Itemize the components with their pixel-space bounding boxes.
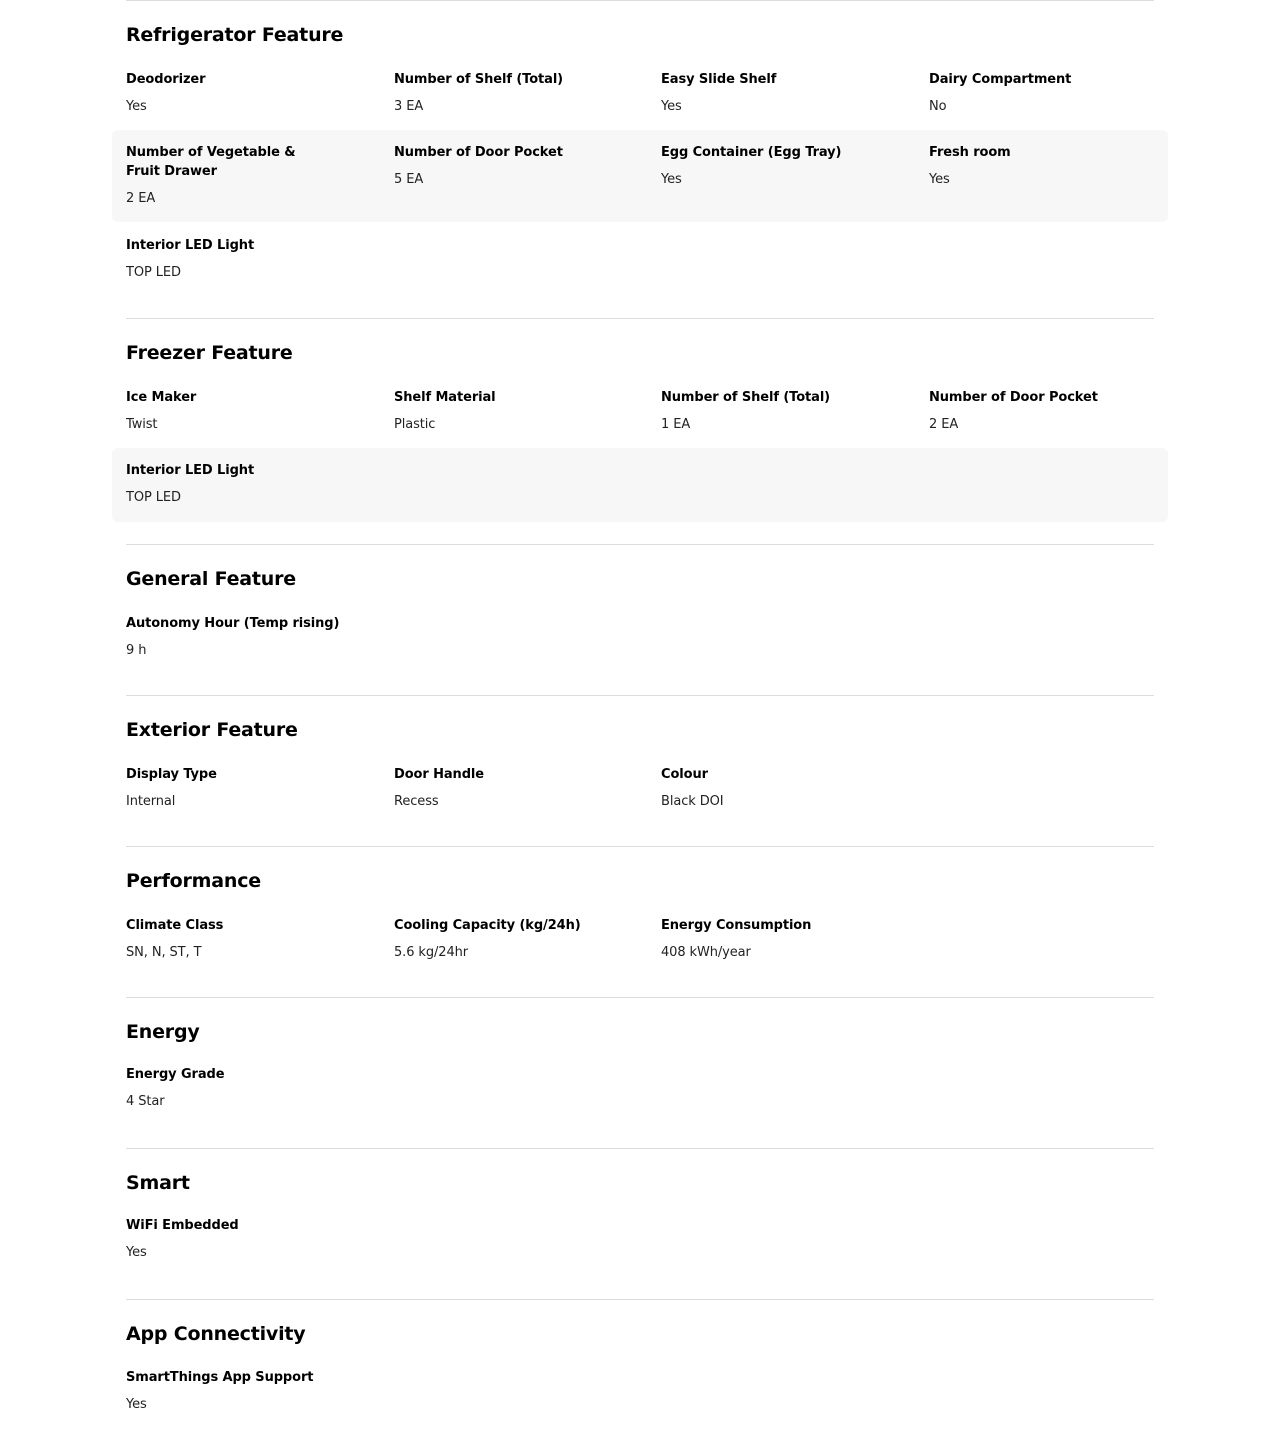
spec-value: TOP LED — [126, 265, 181, 280]
spec-value: 2 EA — [126, 191, 156, 206]
spec-label: Interior LED Light — [126, 463, 255, 478]
spec-item — [126, 1368, 366, 1414]
spec-item — [394, 765, 634, 811]
spec-label: Dairy Compartment — [929, 72, 1072, 87]
spec-row — [112, 68, 1168, 130]
spec-row — [112, 1367, 1168, 1429]
spec-item — [929, 388, 1169, 434]
spec-item — [661, 388, 901, 434]
section-title: Freezer Feature — [126, 342, 293, 364]
spec-label: Autonomy Hour (Temp rising) — [126, 616, 340, 631]
spec-row — [112, 222, 1168, 292]
spec-value: 3 EA — [394, 99, 424, 114]
spec-item — [394, 388, 634, 434]
spec-item — [661, 916, 901, 962]
spec-row — [112, 130, 1168, 222]
spec-value: Internal — [126, 794, 176, 809]
spec-section-energy — [126, 997, 1154, 1148]
spec-item — [126, 388, 366, 434]
spec-value: Yes — [126, 99, 147, 114]
spec-value: Yes — [661, 172, 682, 187]
spec-label: Colour — [661, 767, 708, 782]
spec-section-exterior-feature — [126, 695, 1154, 846]
spec-value: Recess — [394, 794, 439, 809]
spec-label: Ice Maker — [126, 390, 197, 405]
spec-item — [126, 614, 366, 660]
spec-label: Door Handle — [394, 767, 484, 782]
spec-label: Number of Shelf (Total) — [661, 390, 831, 405]
spec-label: SmartThings App Support — [126, 1370, 314, 1385]
spec-value: Twist — [126, 417, 158, 432]
spec-value: Yes — [929, 172, 950, 187]
section-title: Smart — [126, 1172, 190, 1194]
spec-item — [126, 916, 366, 962]
spec-value: SN, N, ST, T — [126, 945, 202, 960]
spec-label: Deodorizer — [126, 72, 206, 87]
spec-value: TOP LED — [126, 490, 181, 505]
spec-item — [929, 143, 1169, 189]
section-title: General Feature — [126, 568, 296, 590]
spec-section-smart — [126, 1148, 1154, 1299]
spec-value: Plastic — [394, 417, 436, 432]
spec-label: Number of Door Pocket — [929, 390, 1098, 405]
spec-item — [661, 143, 901, 189]
section-title: Energy — [126, 1021, 200, 1043]
spec-value: 5 EA — [394, 172, 424, 187]
spec-item — [126, 1216, 366, 1262]
section-title: Performance — [126, 870, 261, 892]
spec-section-refrigerator-feature — [126, 0, 1154, 318]
spec-row — [112, 1216, 1168, 1278]
spec-item — [661, 70, 901, 116]
spec-label: Number of Vegetable & Fruit Drawer — [126, 145, 296, 179]
spec-label: WiFi Embedded — [126, 1218, 239, 1233]
spec-value: 408 kWh/year — [661, 945, 751, 960]
spec-label: Fresh room — [929, 145, 1011, 160]
section-title: App Connectivity — [126, 1323, 306, 1345]
spec-item — [126, 461, 366, 507]
spec-row — [112, 386, 1168, 448]
spec-item — [126, 236, 366, 282]
spec-item — [394, 143, 634, 189]
spec-label: Number of Shelf (Total) — [394, 72, 564, 87]
spec-label: Egg Container (Egg Tray) — [661, 145, 842, 160]
spec-section-performance — [126, 846, 1154, 997]
spec-item — [126, 1065, 366, 1111]
spec-section-app-connectivity — [126, 1299, 1154, 1449]
spec-value: 4 Star — [126, 1094, 165, 1109]
spec-label: Energy Grade — [126, 1067, 225, 1082]
spec-value: 1 EA — [661, 417, 691, 432]
spec-row — [112, 612, 1168, 674]
spec-item — [929, 70, 1169, 116]
spec-row — [112, 448, 1168, 522]
spec-row — [112, 763, 1168, 825]
spec-value: 5.6 kg/24hr — [394, 945, 468, 960]
spec-label: Cooling Capacity (kg/24h) — [394, 918, 581, 933]
spec-label: Easy Slide Shelf — [661, 72, 777, 87]
spec-item — [394, 70, 634, 116]
spec-value: Yes — [126, 1245, 147, 1260]
spec-item — [661, 765, 901, 811]
spec-item — [126, 765, 366, 811]
spec-row — [112, 914, 1168, 976]
section-title: Exterior Feature — [126, 719, 298, 741]
spec-item — [126, 70, 366, 116]
spec-item — [394, 916, 634, 962]
spec-value: Yes — [126, 1397, 147, 1412]
spec-value: 2 EA — [929, 417, 959, 432]
spec-value: 9 h — [126, 643, 147, 658]
spec-label: Number of Door Pocket — [394, 145, 563, 160]
spec-section-freezer-feature — [126, 318, 1154, 544]
spec-value: No — [929, 99, 947, 114]
spec-row — [112, 1065, 1168, 1127]
spec-value: Black DOI — [661, 794, 724, 809]
section-title: Refrigerator Feature — [126, 24, 344, 46]
spec-item — [126, 143, 326, 208]
spec-value: Yes — [661, 99, 682, 114]
spec-section-general-feature — [126, 544, 1154, 695]
spec-label: Climate Class — [126, 918, 224, 933]
spec-label: Energy Consumption — [661, 918, 812, 933]
spec-label: Display Type — [126, 767, 217, 782]
spec-label: Shelf Material — [394, 390, 496, 405]
spec-label: Interior LED Light — [126, 238, 255, 253]
